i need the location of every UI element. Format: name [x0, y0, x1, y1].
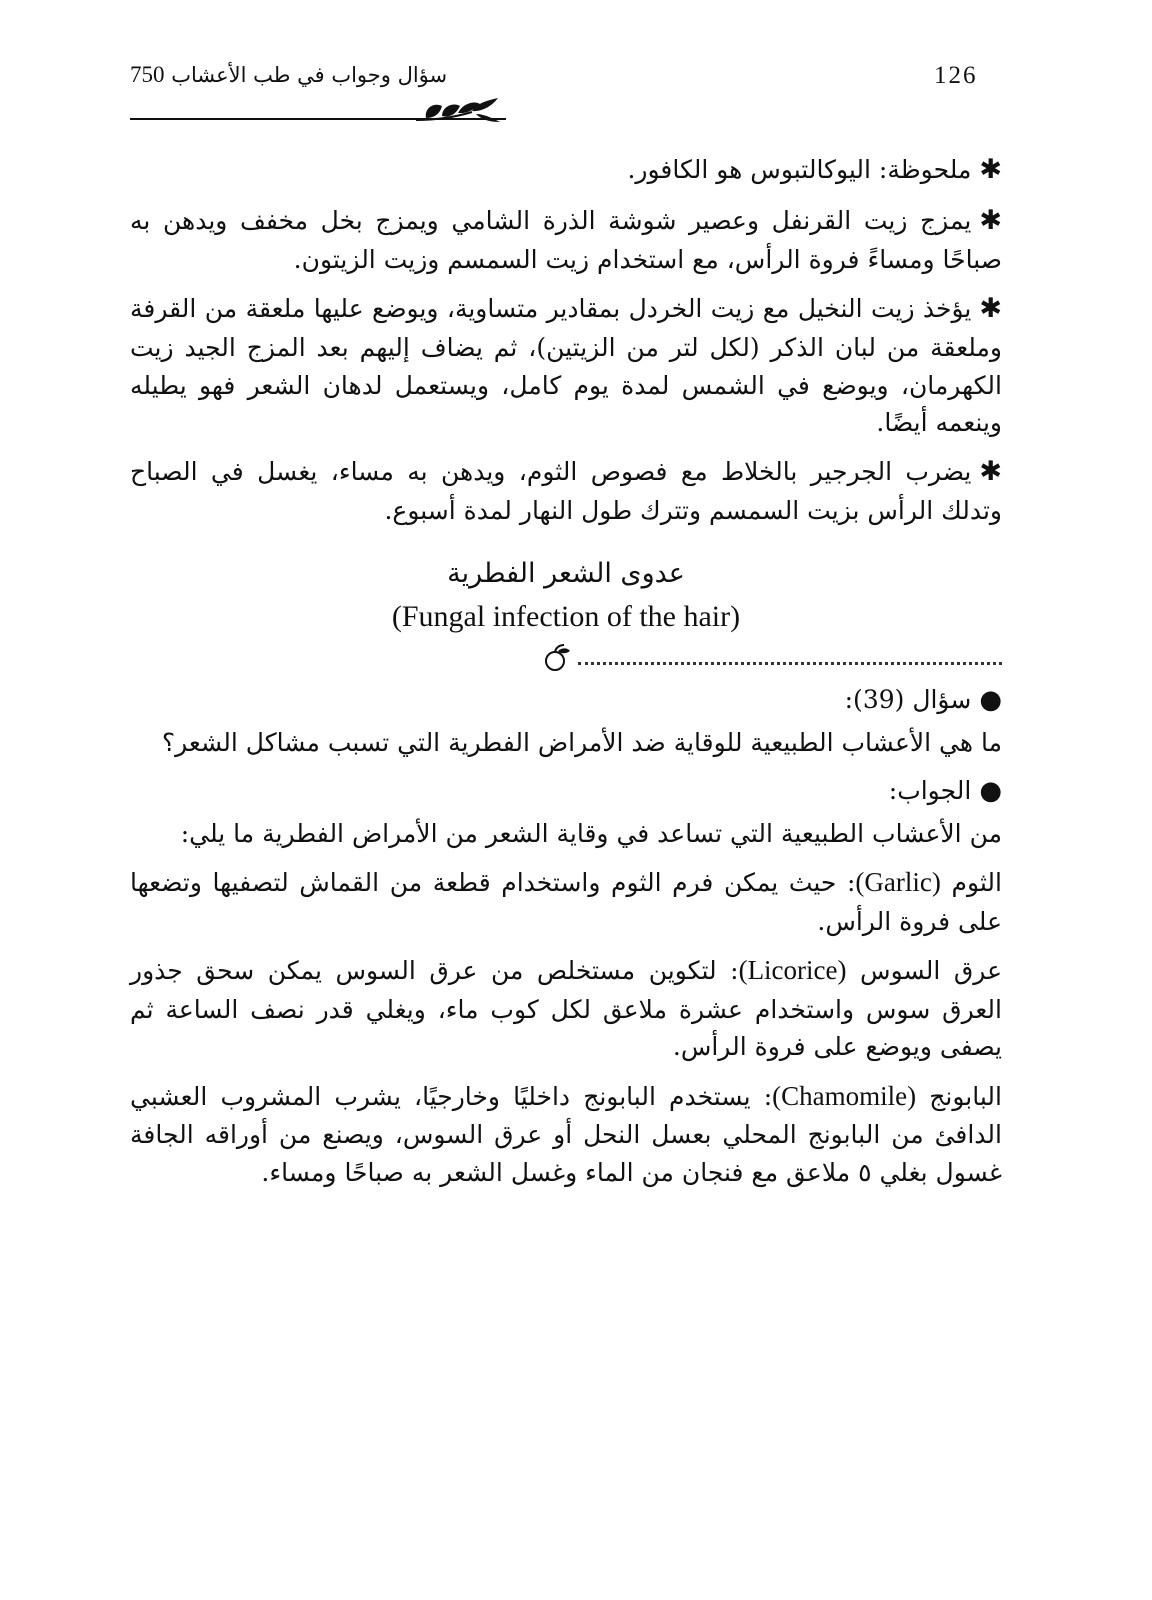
herb-item: [130, 1076, 1002, 1192]
apple-icon: ●: [979, 685, 1002, 715]
section-subtitle: (Fungal infection of the hair): [391, 600, 741, 633]
running-head-number: 750: [130, 62, 165, 87]
paragraph-text: يضرب الجرجير بالخلاط مع فصوص الثوم، ويدهن به مساء، يغسل في الصباح وتدلك الرأس بزيت السمسم وتترك طول النهار لمدة أسبوع.: [130, 456, 1002, 525]
herb-item: [130, 862, 1002, 940]
section-divider: [542, 643, 1002, 673]
section-title: عدوى الشعر الفطرية: [447, 557, 685, 589]
running-head-text: سؤال وجواب في طب الأعشاب: [171, 63, 448, 87]
answer-label: [130, 772, 1002, 811]
paragraph-text: يمزج زيت القرنفل وعصير شوشة الذرة الشامي ويمزج بخل مخفف ويدهن به صباحًا ومساءً فروة الرأس، مع استخدام زيت السمسم وزيت الزيتون.: [130, 205, 1002, 274]
page-number: 126: [934, 62, 978, 89]
asterisk-bullet-icon: ✱: [979, 204, 1002, 236]
herb-item: [130, 950, 1002, 1066]
dotted-line: [578, 652, 1002, 665]
answer-intro: من الأعشاب الطبيعية التي تساعد في وقاية الشعر من الأمراض الفطرية ما يلي:: [180, 818, 1002, 848]
herb-description: : لتكوين مستخلص من عرق السوس يمكن سحق جذور العرق سوس واستخدام عشرة ملاعق لكل كوب ماء، ويغلي قدر نصف الساعة ثم يصفى ويوضع على فروة الرأس.: [130, 956, 1002, 1061]
fruit-ornament-icon: [542, 643, 572, 673]
paragraph: [130, 452, 1002, 530]
paragraph-text: يؤخذ زيت النخيل مع زيت الخردل بمقادير متساوية، ويوضع عليها ملعقة من القرفة وملعقة من لبان الذكر (لكل لتر من الزيتين)، ثم يضاف إليهم بعد المزج الجيد زيت الكهرمان، ويوضع في الشمس لمدة يوم كامل، ويستعمل لدهان الشعر فهو يطيله وينعمه أيضًا.: [130, 293, 1002, 437]
paragraph: [130, 150, 1002, 191]
question-label: [130, 681, 1002, 720]
herb-description: : حيث يمكن فرم الثوم واستخدام قطعة من القماش لتصفيها وتضعها على فروة الرأس.: [130, 868, 1002, 936]
question-label-text: سؤال (39):: [844, 685, 972, 714]
asterisk-bullet-icon: ✱: [979, 455, 1002, 487]
herb-latin-name: (Chamomile): [772, 1080, 917, 1111]
page-body: [130, 150, 1002, 1201]
paragraph-text: ملحوظة: اليوكالتبوس هو الكافور.: [627, 155, 972, 184]
herb-name: الثوم: [951, 868, 1002, 897]
herb-name: عرق السوس: [860, 956, 1002, 985]
answer-label-text: الجواب:: [888, 775, 972, 805]
paragraph: [130, 289, 1002, 442]
leaf-ornament-icon: [412, 94, 504, 128]
herb-description: : يستخدم البابونج داخليًا وخارجيًا، يشرب المشروب العشبي الدافئ من البابونج المحلي بعسل النحل أو عرق السوس، ويصنع من أوراقه الجافة غسول بغلي ٥ ملاعق مع فنجان من الماء وغسل الشعر به صباحًا ومساء.: [130, 1081, 1002, 1187]
asterisk-bullet-icon: ✱: [979, 292, 1002, 324]
herb-latin-name: (Licorice): [738, 955, 847, 985]
herb-latin-name: (Garlic): [855, 867, 941, 897]
paragraph: [130, 201, 1002, 279]
herb-name: البابونج: [929, 1081, 1002, 1111]
question-text: ما هي الأعشاب الطبيعية للوقاية ضد الأمراض الفطرية التي تسبب مشاكل الشعر؟: [161, 728, 1002, 757]
running-head: [130, 62, 480, 88]
asterisk-bullet-icon: ✱: [979, 154, 1002, 185]
apple-icon: ●: [979, 775, 1002, 806]
